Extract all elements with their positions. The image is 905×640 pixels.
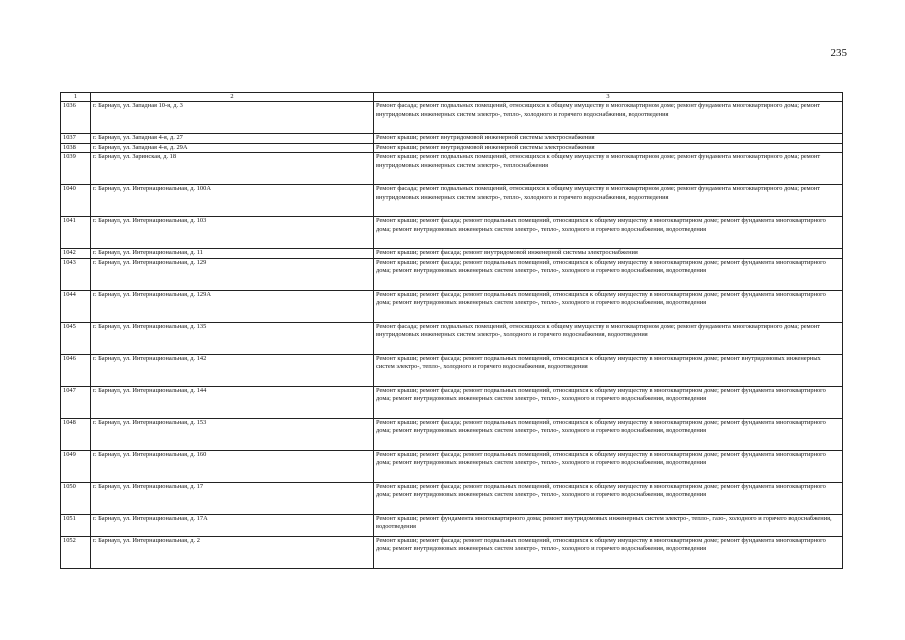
row-address-cell: г. Барнаул, ул. Интернациональная, д. 144 [91,386,374,418]
row-address-cell: г. Барнаул, ул. Интернациональная, д. 135 [91,322,374,354]
row-works-cell: Ремонт крыши; ремонт внутридомовой инженерной системы электроснабжения [374,143,843,153]
row-address-cell: г. Барнаул, ул. Интернациональная, д. 100А [91,185,374,217]
works-table [60,92,843,569]
table-row [61,418,843,450]
row-address-cell: г. Барнаул, ул. Интернациональная, д. 142 [91,354,374,386]
row-number-cell: 1051 [61,514,91,536]
row-works-cell: Ремонт крыши; ремонт фасада; ремонт подвальных помещений, относящихся к общему имуществу в многоквартирном доме; ремонт фундамента многоквартирного дома; ремонт внутридомовых инженерных систем электро-, тепло-, холодного и горячего водоснабжения, водоотведения [374,386,843,418]
row-number-cell: 1045 [61,322,91,354]
row-number-cell: 1039 [61,153,91,185]
table-row [61,249,843,259]
row-address-cell: г. Барнаул, ул. Интернациональная, д. 103 [91,217,374,249]
row-number-cell: 1044 [61,290,91,322]
row-number-cell: 1052 [61,536,91,568]
table-row [61,290,843,322]
row-address-cell: г. Барнаул, ул. Западная 4-я, д. 29А [91,143,374,153]
row-address-cell: г. Барнаул, ул. Интернациональная, д. 129А [91,290,374,322]
row-address-cell: г. Барнаул, ул. Западная 4-я, д. 27 [91,134,374,144]
row-address-cell: г. Барнаул, ул. Западная 10-я, д. 3 [91,102,374,134]
row-address-cell: г. Барнаул, ул. Заринская, д. 18 [91,153,374,185]
row-number-cell: 1048 [61,418,91,450]
row-number-cell: 1038 [61,143,91,153]
row-number-cell: 1043 [61,258,91,290]
table-row [61,185,843,217]
row-works-cell: Ремонт крыши; ремонт фасада; ремонт подвальных помещений, относящихся к общему имуществу в многоквартирном доме; ремонт фундамента многоквартирного дома; ремонт внутридомовых инженерных систем электро-, тепло-, холодного и горячего водоснабжения, водоотведения [374,482,843,514]
table-row [61,482,843,514]
row-works-cell: Ремонт фасада; ремонт подвальных помещений, относящихся к общему имуществу в многоквартирном доме; ремонт фундамента многоквартирного дома; ремонт внутридомовых инженерных систем электро-, холодного и горячего водоснабжения, водоотведения [374,322,843,354]
row-number-cell: 1040 [61,185,91,217]
row-number-cell: 1049 [61,450,91,482]
row-number-cell: 1041 [61,217,91,249]
row-works-cell: Ремонт крыши; ремонт фасада; ремонт подвальных помещений, относящихся к общему имуществу в многоквартирном доме; ремонт фундамента многоквартирного дома; ремонт внутридомовых инженерных систем электро-, тепло-, холодного и горячего водоснабжения, водоотведения [374,217,843,249]
row-works-cell: Ремонт крыши; ремонт фасада; ремонт подвальных помещений, относящихся к общему имуществу в многоквартирном доме; ремонт фундамента многоквартирного дома; ремонт внутридомовых инженерных систем электро-, тепло-, холодного и горячего водоснабжения, водоотведения [374,536,843,568]
table-row [61,153,843,185]
row-works-cell: Ремонт фасада; ремонт подвальных помещений, относящихся к общему имуществу в многоквартирном доме; ремонт фундамента многоквартирного дома; ремонт внутридомовых инженерных систем электро-, тепло-, холодного и горячего водоснабжения, водоотведения [374,102,843,134]
table-row [61,450,843,482]
row-address-cell: г. Барнаул, ул. Интернациональная, д. 153 [91,418,374,450]
works-table-body [61,93,843,569]
header-cell-number: 1 [61,93,91,102]
table-row [61,322,843,354]
row-works-cell: Ремонт крыши; ремонт фасада; ремонт подвальных помещений, относящихся к общему имуществу в многоквартирном доме; ремонт фундамента многоквартирного дома; ремонт внутридомовых инженерных систем электро-, тепло-, холодного и горячего водоснабжения, водоотведения [374,450,843,482]
row-number-cell: 1050 [61,482,91,514]
header-cell-address: 2 [91,93,374,102]
row-works-cell: Ремонт крыши; ремонт фасада; ремонт внутридомовой инженерной системы электроснабжения [374,249,843,259]
row-address-cell: г. Барнаул, ул. Интернациональная, д. 11 [91,249,374,259]
row-address-cell: г. Барнаул, ул. Интернациональная, д. 160 [91,450,374,482]
row-works-cell: Ремонт крыши; ремонт фасада; ремонт подвальных помещений, относящихся к общему имуществу в многоквартирном доме; ремонт фундамента многоквартирного дома; ремонт внутридомовых инженерных систем электро-, тепло-, холодного и горячего водоснабжения, водоотведения [374,290,843,322]
row-number-cell: 1042 [61,249,91,259]
table-row [61,217,843,249]
row-address-cell: г. Барнаул, ул. Интернациональная, д. 2 [91,536,374,568]
row-works-cell: Ремонт крыши; ремонт фасада; ремонт подвальных помещений, относящихся к общему имуществу в многоквартирном доме; ремонт фундамента многоквартирного дома; ремонт внутридомовых инженерных систем электро-, тепло-, холодного и горячего водоснабжения, водоотведения [374,258,843,290]
row-number-cell: 1036 [61,102,91,134]
header-cell-works: 3 [374,93,843,102]
table-row [61,258,843,290]
table-row [61,134,843,144]
row-works-cell: Ремонт крыши; ремонт внутридомовой инженерной системы электроснабжения [374,134,843,144]
table-row [61,514,843,536]
row-works-cell: Ремонт крыши; ремонт подвальных помещений, относящихся к общему имуществу в многоквартирном доме; ремонт фундамента многоквартирного дома; ремонт внутридомовых инженерных систем электро-, теплоснабжения [374,153,843,185]
row-number-cell: 1037 [61,134,91,144]
row-works-cell: Ремонт фасада; ремонт подвальных помещений, относящихся к общему имуществу в многоквартирном доме; ремонт фундамента многоквартирного дома; ремонт внутридомовых инженерных систем электро-, тепло-, холодного и горячего водоснабжения, водоотведения [374,185,843,217]
table-row [61,354,843,386]
row-address-cell: г. Барнаул, ул. Интернациональная, д. 129 [91,258,374,290]
row-works-cell: Ремонт крыши; ремонт фасада; ремонт подвальных помещений, относящихся к общему имуществу в многоквартирном доме; ремонт внутридомовых инженерных систем электро-, тепло-, холодного и горячего водоснабжения, водоотведения [374,354,843,386]
row-works-cell: Ремонт крыши; ремонт фундамента многоквартирного дома; ремонт внутридомовых инженерных систем электро-, тепло-, газо-, холодного и горячего водоснабжения, водоотведения [374,514,843,536]
row-address-cell: г. Барнаул, ул. Интернациональная, д. 17 [91,482,374,514]
table-header-row [61,93,843,102]
row-works-cell: Ремонт крыши; ремонт фасада; ремонт подвальных помещений, относящихся к общему имуществу в многоквартирном доме; ремонт фундамента многоквартирного дома; ремонт внутридомовых инженерных систем электро-, тепло-, холодного и горячего водоснабжения, водоотведения [374,418,843,450]
row-number-cell: 1047 [61,386,91,418]
page-number: 235 [830,47,847,59]
row-address-cell: г. Барнаул, ул. Интернациональная, д. 17А [91,514,374,536]
row-number-cell: 1046 [61,354,91,386]
table-row [61,386,843,418]
table-row [61,536,843,568]
table-row [61,143,843,153]
table-row [61,102,843,134]
